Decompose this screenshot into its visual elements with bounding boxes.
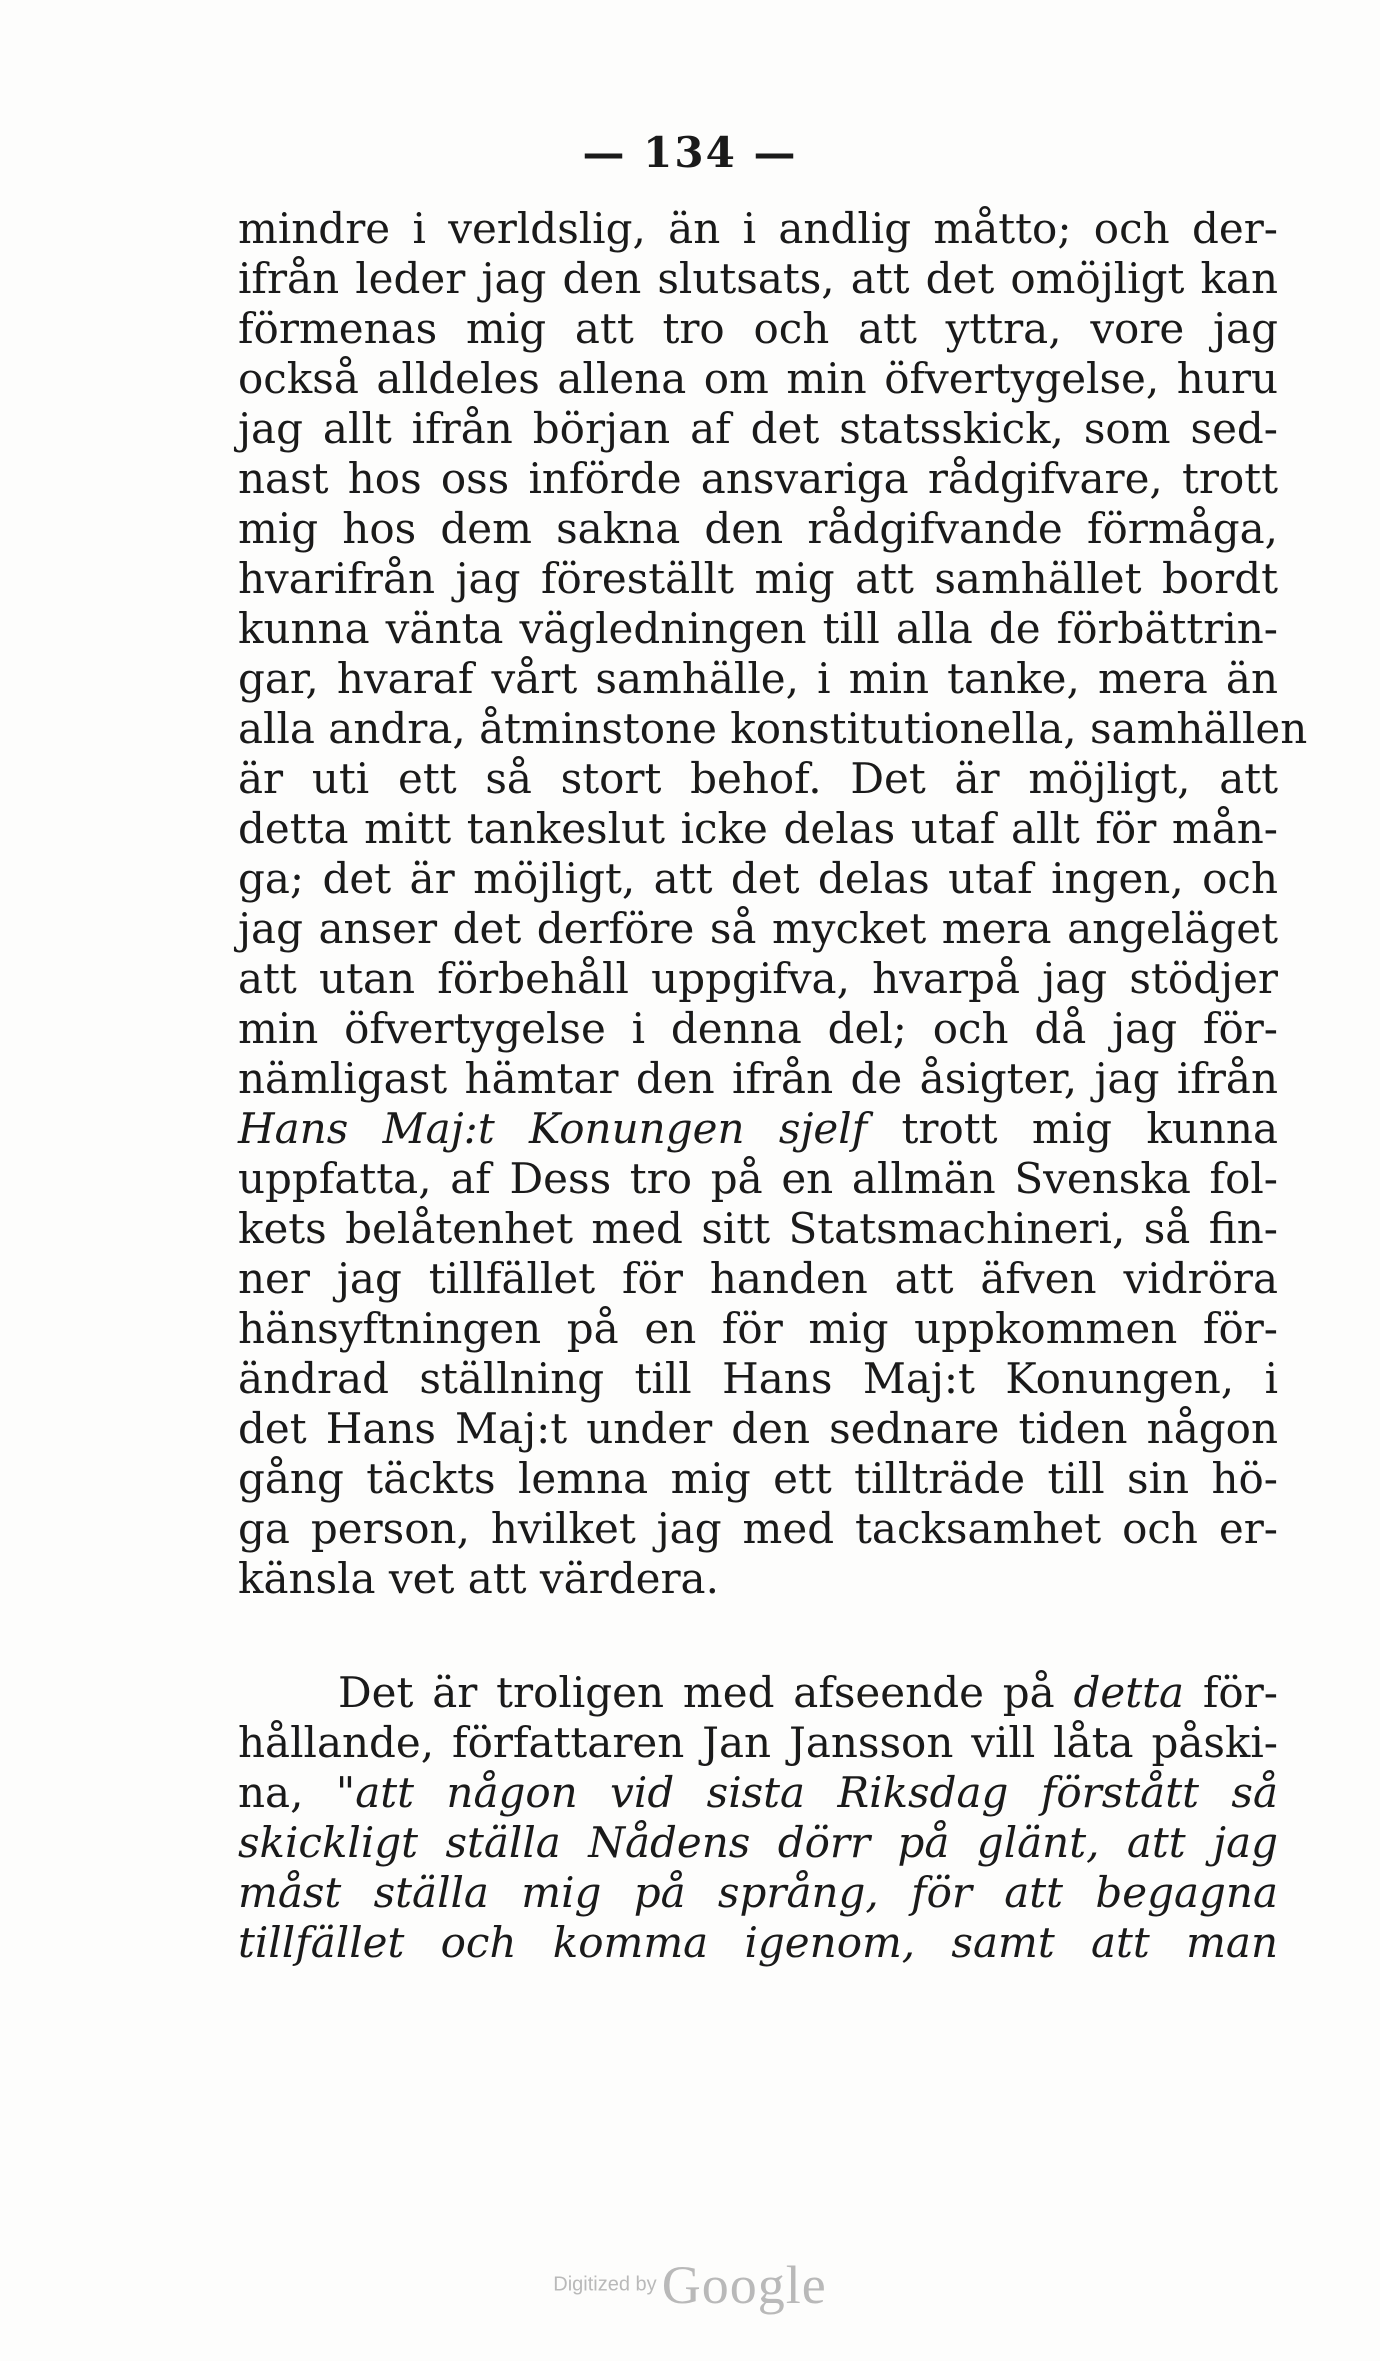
text-segment: för-: [1184, 1668, 1278, 1717]
text-line: också alldeles allena om min öfvertygelse, huru: [238, 354, 1278, 403]
text-line: kunna vänta vägledningen till alla de förbättrin-: [238, 604, 1278, 653]
text-line: ifrån leder jag den slutsats, att det omöjligt kan: [238, 254, 1278, 303]
text-line: måst ställa mig på språng, för att begagna: [238, 1868, 1278, 1917]
text-line: nämligast hämtar den ifrån de åsigter, jag ifrån: [238, 1054, 1278, 1103]
text-line-mixed: [238, 1768, 1278, 1818]
text-line: hänsyftningen på en för mig uppkommen för-: [238, 1304, 1278, 1353]
text-line: gar, hvaraf vårt samhälle, i min tanke, mera än: [238, 654, 1278, 703]
italic-phrase: detta: [1073, 1668, 1185, 1717]
paragraph-1: [238, 204, 1308, 1604]
text-segment: Det är troligen med afseende på: [338, 1668, 1074, 1717]
text-line: detta mitt tankeslut icke delas utaf allt för mån-: [238, 804, 1278, 853]
text-line: mindre i verldslig, än i andlig måtto; och der-: [238, 204, 1278, 253]
text-line: ga person, hvilket jag med tacksamhet och er-: [238, 1504, 1278, 1553]
italic-phrase: "att någon vid sista Riksdag förstått så: [335, 1768, 1278, 1817]
italic-phrase: Hans Maj:t Konungen sjelf: [238, 1104, 868, 1153]
text-line-mixed: [238, 1104, 1278, 1154]
text-line: mig hos dem sakna den rådgifvande förmåga,: [238, 504, 1278, 553]
text-line: gång täckts lemna mig ett tillträde till sin hö-: [238, 1454, 1278, 1503]
text-line: nast hos oss införde ansvariga rådgifvare, trott: [238, 454, 1278, 503]
text-line: ner jag tillfället för handen att äfven vidröra: [238, 1254, 1278, 1303]
text-line: min öfvertygelse i denna del; och då jag för-: [238, 1004, 1278, 1053]
text-line-mixed: [238, 1668, 1278, 1718]
text-line: tillfället och komma igenom, samt att man: [238, 1918, 1278, 1967]
text-line: hvarifrån jag föreställt mig att samhället bordt: [238, 554, 1278, 603]
text-segment: trott mig kunna: [867, 1104, 1278, 1153]
text-line: alla andra, åtminstone konstitutionella, samhällen: [238, 704, 1308, 753]
text-line: förmenas mig att tro och att yttra, vore jag: [238, 304, 1278, 353]
text-line: känsla vet att värdera.: [238, 1554, 719, 1603]
google-wordmark: Google: [661, 2255, 827, 2315]
paragraph-2: [238, 1668, 1278, 1968]
text-segment: na,: [238, 1768, 336, 1817]
text-line: jag allt ifrån början af det statsskick, som sed-: [238, 404, 1278, 453]
page-number: — 134 —: [582, 128, 798, 177]
text-line: ändrad ställning till Hans Maj:t Konungen, i: [238, 1354, 1278, 1403]
text-line: uppfatta, af Dess tro på en allmän Svenska fol-: [238, 1154, 1278, 1203]
text-line: är uti ett så stort behof. Det är möjligt, att: [238, 754, 1278, 803]
text-line: hållande, författaren Jan Jansson vill låta påski-: [238, 1718, 1278, 1767]
digitized-watermark: [0, 2254, 1380, 2316]
text-line: kets belåtenhet med sitt Statsmachineri, så fin-: [238, 1204, 1278, 1253]
text-line: att utan förbehåll uppgifva, hvarpå jag stödjer: [238, 954, 1278, 1003]
digitized-by-label: Digitized by: [553, 2273, 657, 2296]
text-line: det Hans Maj:t under den sednare tiden någon: [238, 1404, 1278, 1453]
text-line: jag anser det derföre så mycket mera angeläget: [238, 904, 1278, 953]
text-line: skickligt ställa Nådens dörr på glänt, att jag: [238, 1818, 1278, 1867]
text-line: ga; det är möjligt, att det delas utaf ingen, och: [238, 854, 1278, 903]
